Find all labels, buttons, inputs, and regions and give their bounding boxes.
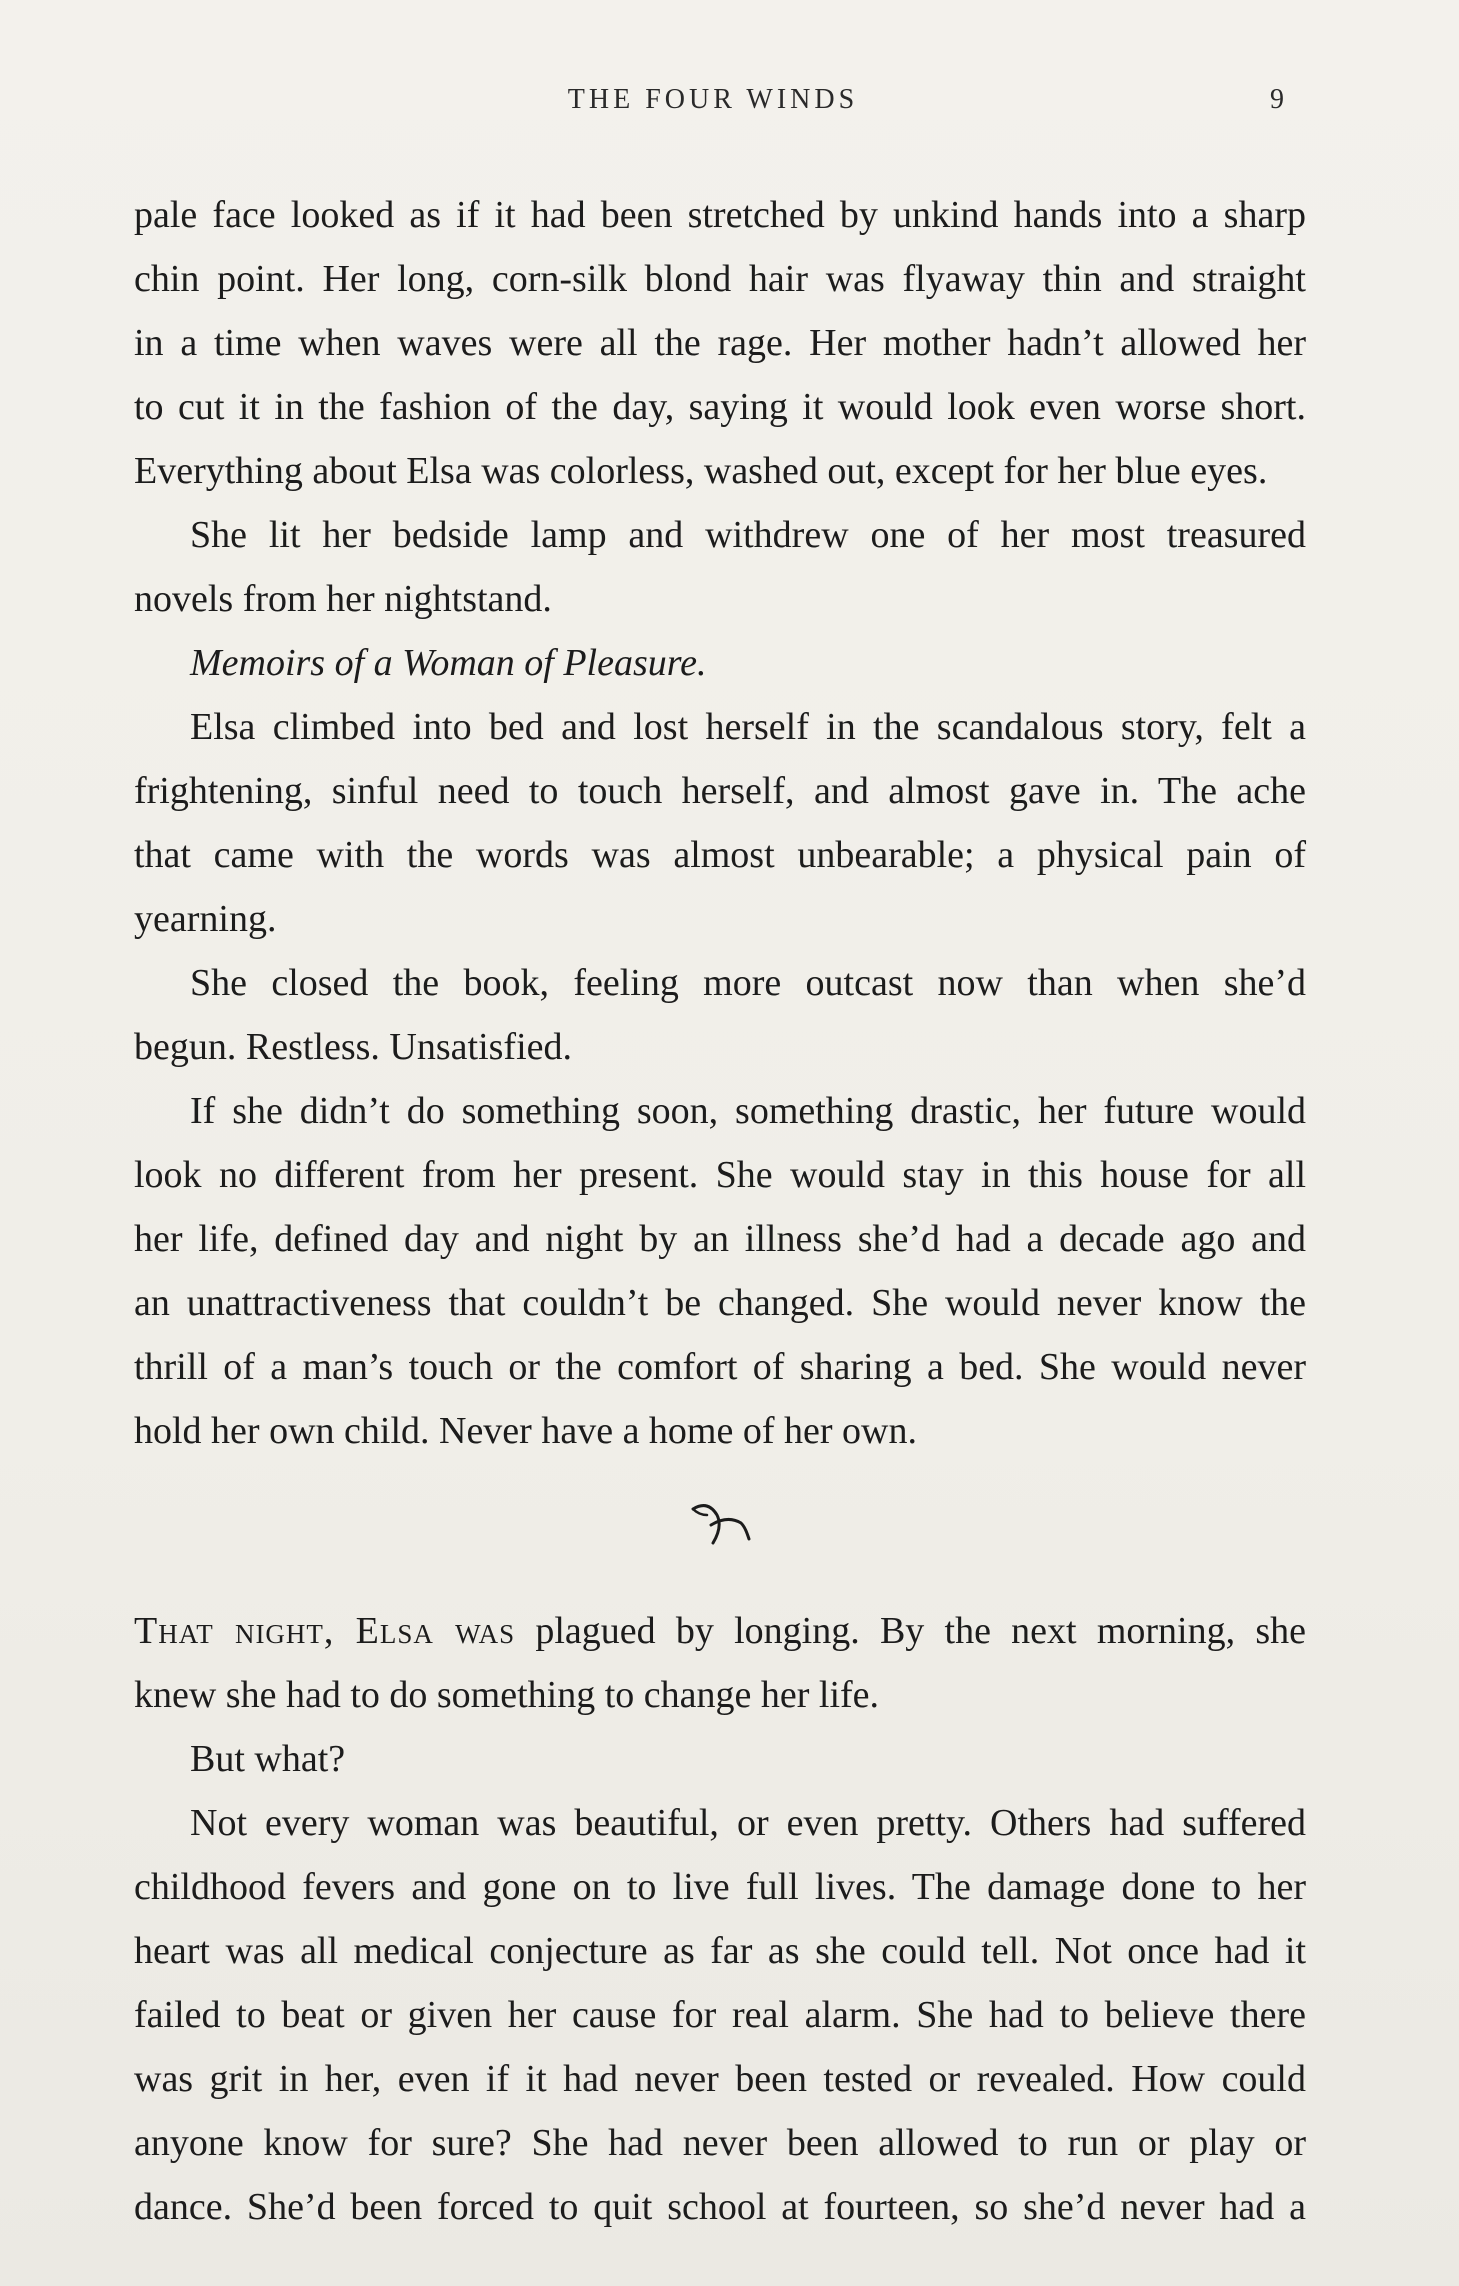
body-text [134, 183, 1306, 2239]
text-line: pale face looked as if it had been stretched by unkind hands into a sharp [134, 194, 1306, 236]
text-line: begun. Restless. Unsatisfied. [134, 1026, 573, 1068]
book-title-line: Memoirs of a Woman of Pleasure. [190, 642, 707, 684]
text-line: heart was all medical conjecture as far as she could tell. Not once had it [134, 1930, 1306, 1972]
text-line: Not every woman was beautiful, or even pretty. Others had suffered [190, 1802, 1306, 1844]
text-line: novels from her nightstand. [134, 578, 552, 620]
text-line: But what? [190, 1738, 346, 1780]
text-line: that came with the words was almost unbearable; a physical pain of [134, 834, 1306, 876]
running-title: THE FOUR WINDS [567, 84, 859, 115]
text-span: plagued by longing. By the next morning, she [515, 1610, 1306, 1652]
text-line: frightening, sinful need to touch herself, and almost gave in. The ache [134, 770, 1306, 812]
text-line: knew she had to do something to change her life. [134, 1674, 880, 1716]
text-line: hold her own child. Never have a home of her own. [134, 1410, 917, 1452]
page-number: 9 [1270, 84, 1284, 115]
text-line: anyone know for sure? She had never been allowed to run or play or [134, 2122, 1306, 2164]
text-line: chin point. Her long, corn-silk blond hair was flyaway thin and straight [134, 258, 1306, 300]
text-line: If she didn’t do something soon, something drastic, her future would [190, 1090, 1306, 1132]
text-line: an unattractiveness that couldn’t be changed. She would never know the [134, 1282, 1306, 1324]
text-line: yearning. [134, 898, 277, 940]
section-lead-in: That night, Elsa was [134, 1610, 516, 1652]
text-line: in a time when waves were all the rage. Her mother hadn’t allowed her [134, 322, 1306, 364]
running-header [0, 84, 1459, 124]
swallow-icon [689, 1499, 753, 1549]
text-line: look no different from her present. She would stay in this house for all [134, 1154, 1306, 1196]
text-line [134, 1599, 1306, 1663]
text-line: She lit her bedside lamp and withdrew one of her most treasured [190, 514, 1306, 556]
text-line: her life, defined day and night by an illness she’d had a decade ago and [134, 1218, 1306, 1260]
text-line: She closed the book, feeling more outcast now than when she’d [190, 962, 1306, 1004]
text-line: Everything about Elsa was colorless, washed out, except for her blue eyes. [134, 450, 1268, 492]
text-line: Elsa climbed into bed and lost herself in the scandalous story, felt a [190, 706, 1306, 748]
text-line: dance. She’d been forced to quit school at fourteen, so she’d never had a [134, 2186, 1306, 2228]
text-line: failed to beat or given her cause for real alarm. She had to believe there [134, 1994, 1306, 2036]
text-line: to cut it in the fashion of the day, saying it would look even worse short. [134, 386, 1306, 428]
section-break [134, 1463, 1306, 1599]
text-line: childhood fevers and gone on to live full lives. The damage done to her [134, 1866, 1306, 1908]
text-line: thrill of a man’s touch or the comfort of sharing a bed. She would never [134, 1346, 1306, 1388]
text-line: was grit in her, even if it had never been tested or revealed. How could [134, 2058, 1306, 2100]
